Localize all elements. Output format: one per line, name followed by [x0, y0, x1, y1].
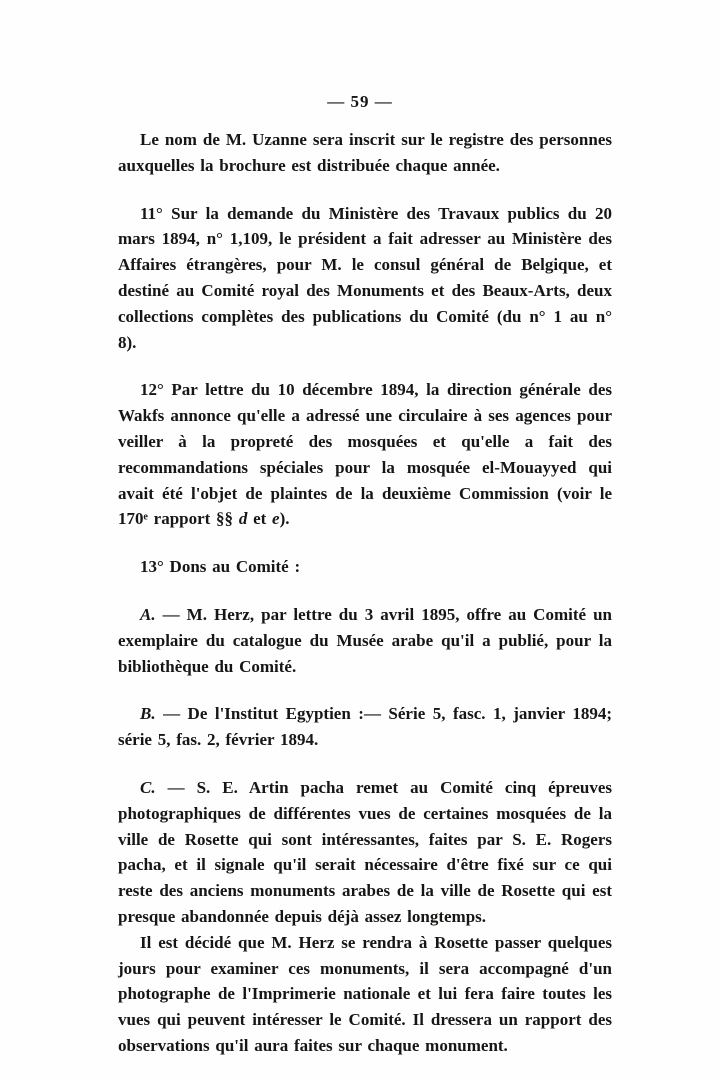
paragraph-text: 11° Sur la demande du Ministère des Travaux publics du 20 mars 1894, n° 1,109, le président a fait adresser au Ministère des Affaires étrangères, pour M. le consul général de Belgique, et destiné au Comité royal des Monuments et des Beaux-Arts, deux collections complètes des publications du Comité (du n° 1 au n° 8).	[118, 203, 612, 352]
paragraph	[118, 602, 612, 679]
paragraph	[118, 127, 612, 179]
paragraph-text: ).	[279, 509, 290, 529]
paragraph-text: — M. Herz, par lettre du 3 avril 1895, offre au Comité un exemplaire du catalogue du Musée arabe qu'il a publié, pour la bibliothèque du Comité.	[118, 604, 612, 676]
paragraph	[118, 701, 612, 753]
paragraph-text: Il est décidé que M. Herz se rendra à Rosette passer quelques jours pour examiner ces monuments, il sera accompagné d'un photographe de l'Imprimerie nationale et lui fera faire toutes les vues qui peuvent intéresser le Comité. Il dressera un rapport des observations qu'il aura faites sur chaque monument.	[118, 932, 612, 1055]
page-body	[118, 127, 612, 1059]
paragraph-lead-italic: C.	[140, 777, 156, 797]
paragraph	[118, 775, 612, 930]
paragraph	[118, 377, 612, 532]
paragraph-text: — De l'Institut Egyptien :— Série 5, fasc. 1, janvier 1894; série 5, fas. 2, février 1894.	[118, 704, 612, 750]
paragraph-lead-italic: e	[272, 509, 280, 529]
paragraph-lead-italic: d	[238, 509, 248, 529]
paragraph-text: 12° Par lettre du 10 décembre 1894, la direction générale des Wakfs annonce qu'elle a adressé une circulaire à ses agences pour veiller à la propreté des mosquées et qu'elle a fait des recommandations spéciales pour la mosquée el-Mouayyed qui avait été l'objet de plaintes de la deuxième Commission (voir le 170ᵉ rapport §§	[118, 380, 612, 529]
paragraph	[118, 554, 612, 580]
paragraph-lead-italic: B.	[140, 704, 156, 724]
paragraph	[118, 201, 612, 356]
paragraph-text: — S. E. Artin pacha remet au Comité cinq épreuves photographiques de différentes vues de certaines mosquées de la ville de Rosette qui sont intéressantes, faites par S. E. Rogers pacha, et il signale qu'il serait nécessaire d'être fixé sur ce qui reste des anciens monuments arabes de la ville de Rosette qui est presque abandonnée depuis déjà assez longtemps.	[118, 777, 612, 926]
paragraph-lead-italic: A.	[140, 604, 156, 624]
paragraph-text: 13° Dons au Comité :	[140, 557, 301, 577]
paragraph-text: Le nom de M. Uzanne sera inscrit sur le registre des personnes auxquelles la brochure est distribuée chaque année.	[118, 130, 612, 175]
paragraph	[118, 930, 612, 1059]
page-number-header: — 59 —	[327, 92, 393, 111]
paragraph-text: et	[247, 509, 273, 529]
